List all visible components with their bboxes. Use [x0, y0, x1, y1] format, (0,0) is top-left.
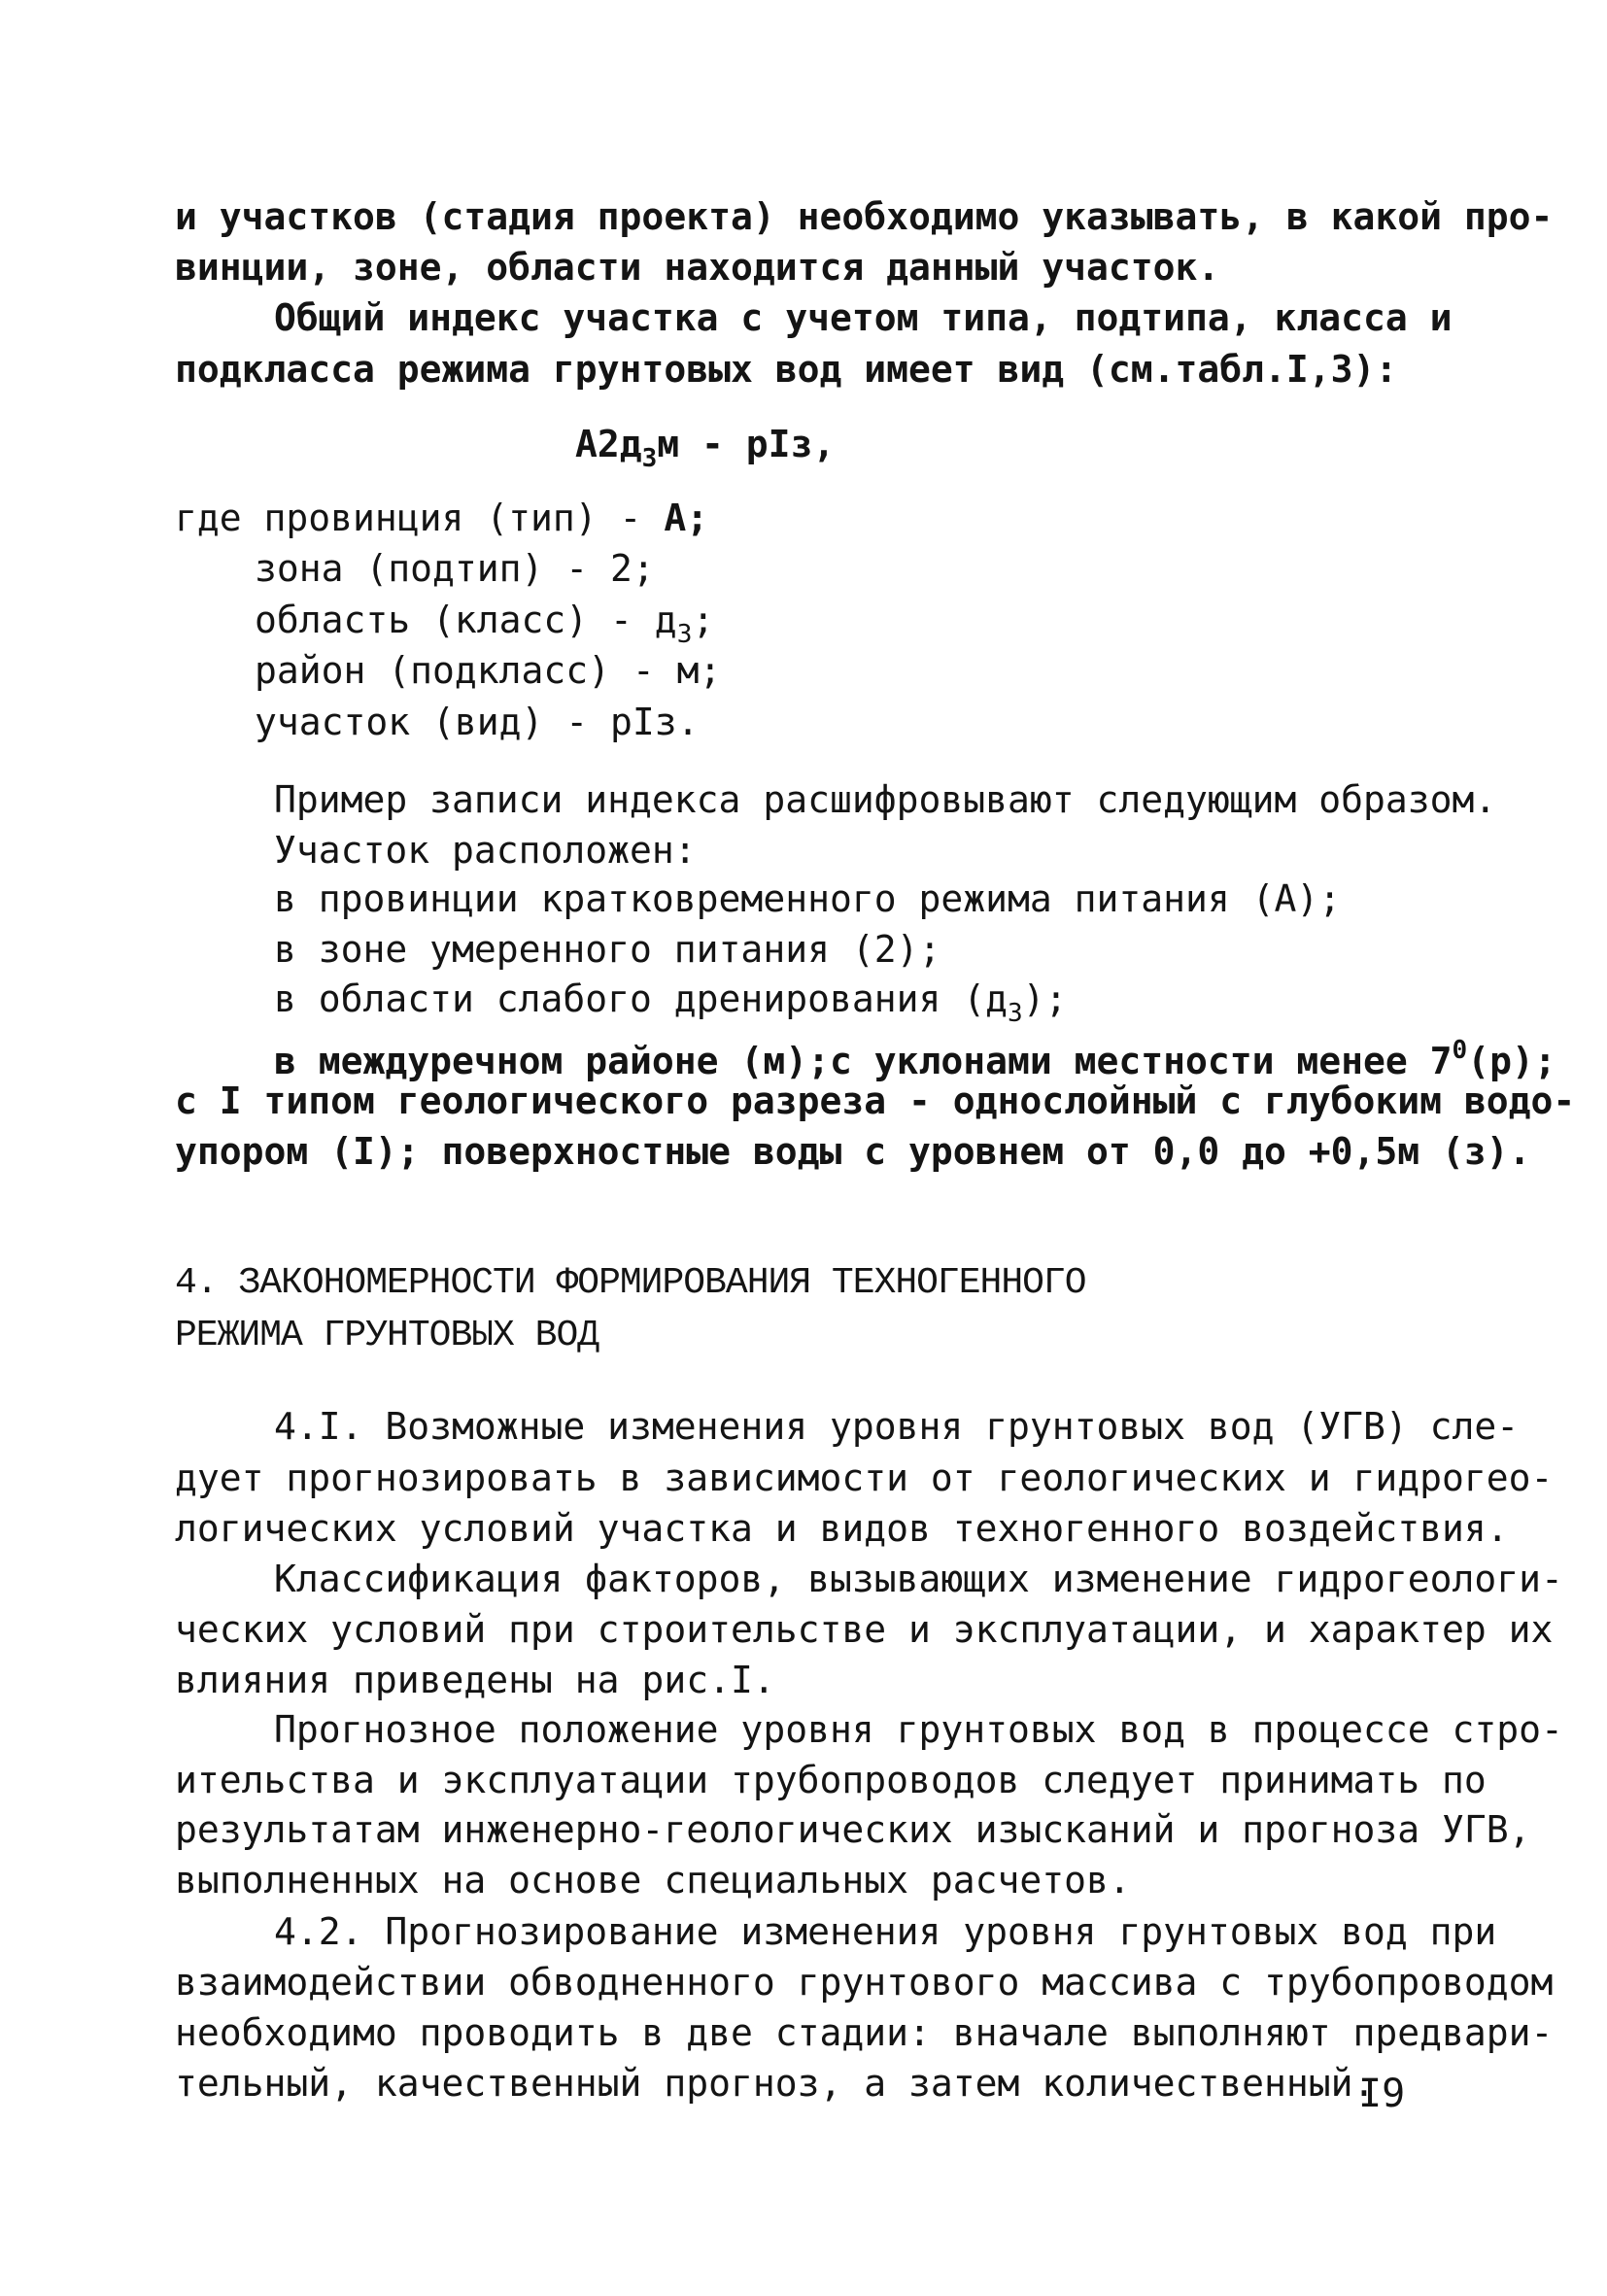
text-line: 4.I. Возможные изменения уровня грунтовых вод (УГВ) сле- [274, 1405, 1520, 1448]
text-line: в зоне умеренного питания (2); [274, 928, 941, 971]
text-line: дует прогнозировать в зависимости от геологических и гидрогео- [175, 1456, 1554, 1499]
where-intro [175, 494, 708, 542]
text-part: в области слабого дренирования (д [274, 977, 1008, 1020]
index-formula [575, 420, 835, 483]
text-part: (р); [1467, 1040, 1556, 1082]
text-line: подкласса режима грунтовых вод имеет вид (см.табл.I,3): [175, 348, 1398, 391]
text-line: ительства и эксплуатации трубопроводов следует принимать по [175, 1759, 1487, 1801]
text-line: в провинции кратковременного режима питания (А); [274, 877, 1342, 920]
text-line: влияния приведены на рис.I. [175, 1659, 775, 1701]
text-line: необходимо проводить в две стадии: вначале выполняют предвари- [175, 2011, 1554, 2054]
text-part: ); [1022, 977, 1068, 1020]
text-line: тельный, качественный прогноз, а затем количественный. [175, 2062, 1376, 2105]
text-line: Общий индекс участка с учетом типа, подтипа, класса и [274, 296, 1453, 339]
text-line: винции, зоне, области находится данный участок. [175, 246, 1220, 289]
text-line: упором (I); поверхностные воды с уровнем от 0,0 до +0,5м (з). [175, 1130, 1531, 1173]
text-line: Участок расположен: [274, 829, 697, 872]
where-intro-value: А; [664, 497, 709, 539]
where-item-text: область (класс) - д [255, 599, 677, 641]
text-line: Пример записи индекса расшифровывают следующим образом. [274, 778, 1497, 821]
text-subscript: 3 [1007, 999, 1023, 1028]
formula-subscript: 3 [641, 444, 658, 473]
text-line: ческих условий при строительстве и эксплуатации, и характер их [175, 1608, 1554, 1651]
formula-part: А2д [575, 423, 642, 465]
text-line: Классификация факторов, вызывающих изменение гидрогеологи- [274, 1558, 1563, 1600]
where-item: зона (подтип) - 2; [255, 547, 655, 590]
text-superscript: 0 [1452, 1036, 1468, 1065]
where-item-subscript: 3 [676, 620, 693, 649]
section-heading: 4. ЗАКОНОМЕРНОСТИ ФОРМИРОВАНИЯ ТЕХНОГЕННОГО [175, 1262, 1086, 1304]
text-line: 4.2. Прогнозирование изменения уровня грунтовых вод при [274, 1910, 1497, 1953]
text-line: и участков (стадия проекта) необходимо указывать, в какой про- [175, 195, 1554, 238]
text-line: Прогнозное положение уровня грунтовых вод в процессе стро- [274, 1708, 1563, 1751]
where-item: район (подкласс) - м; [255, 649, 722, 692]
where-intro-text: где провинция (тип) - [175, 497, 665, 539]
text-line: с I типом геологического разреза - однослойный с глубоким водо- [175, 1079, 1576, 1122]
formula-part: м - рIз, [657, 423, 836, 465]
text-part: в междуречном районе (м);с уклонами местности менее 7 [274, 1040, 1453, 1082]
section-heading: РЕЖИМА ГРУНТОВЫХ ВОД [175, 1315, 599, 1356]
text-line: логических условий участка и видов техногенного воздействия. [175, 1507, 1509, 1550]
text-line: взаимодействии обводненного грунтового массива с трубопроводом [175, 1961, 1554, 2004]
text-line: выполненных на основе специальных расчетов. [175, 1859, 1131, 1902]
page-number: I9 [1358, 2072, 1406, 2116]
text-line: результатам инженерно-геологических изысканий и прогноза УГВ, [175, 1808, 1531, 1851]
where-item-tail: ; [692, 599, 715, 641]
where-item: участок (вид) - рIз. [255, 701, 700, 743]
